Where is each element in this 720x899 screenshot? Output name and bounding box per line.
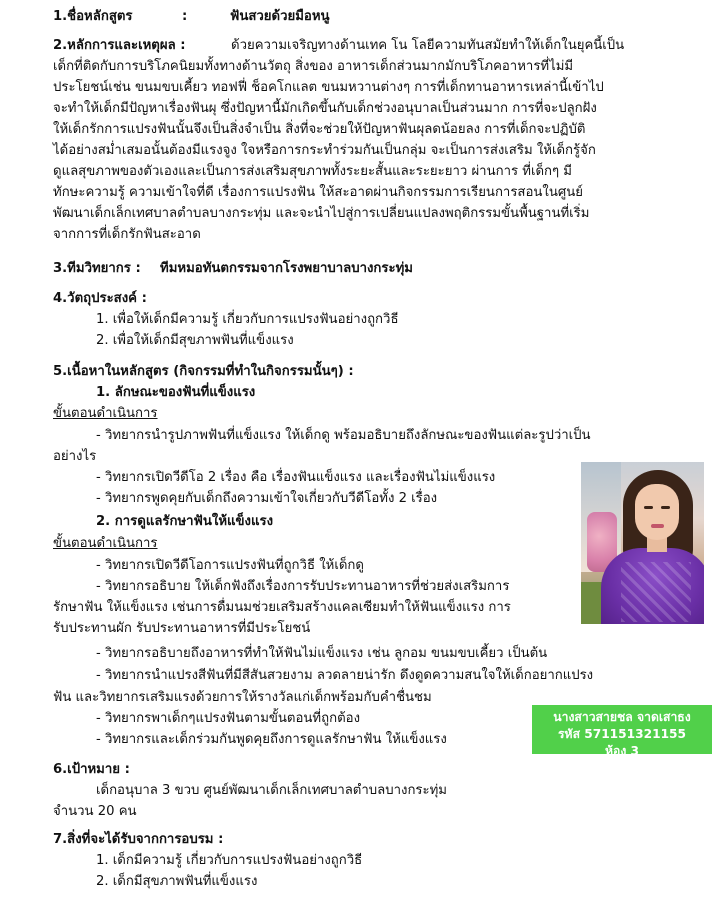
step-line: รับประทานผัก รับประทานอาหารที่มีประโยชน์ (53, 621, 311, 636)
step-line: - วิทยากรนำแปรงสีฟันที่มีสีสันสวยงาม ลวดลายน่ารัก ดึงดูดความสนใจให้เด็กอยากแปรง (96, 668, 594, 683)
step-line: - วิทยากรอธิบายถึงอาหารที่ทำให้ฟันไม่แข็งแรง เช่น ลูกอม ขนมขบเคี้ยว เป็นต้น (96, 646, 548, 661)
step-line: - วิทยากรเปิดวีดีโอการแปรงฟันที่ถูกวิธี ให้เด็กดู (96, 558, 364, 573)
content-topic-2: 2. การดูแลรักษาฟันให้แข็งแรง (96, 514, 274, 529)
target-line: เด็กอนุบาล 3 ขวบ ศูนย์พัฒนาเด็กเล็กเทศบาลตำบลบางกระทุ่ม (96, 783, 447, 798)
step-line: รักษาฟัน ให้แข็งแรง เช่นการดื่มนมช่วยเสริมสร้างแคลเซียมทำให้ฟันแข็งแรง การ (53, 600, 511, 615)
rationale-heading: 2.หลักการและเหตุผล : (53, 38, 186, 53)
rationale-line: ด้วยความเจริญทางด้านเทค โน โลยีความทันสมัยทำให้เด็กในยุคนี้เป็น (231, 38, 625, 53)
rationale-line: ให้เด็กรักการแปรงฟันนั้นจึงเป็นสิ่งจำเป็น สิ่งที่จะช่วยให้ปัญหาฟันผุลดน้อยลง การที่เด็กจะปฏิบัติ (53, 122, 586, 137)
course-title-colon: : (182, 9, 188, 24)
rationale-line: พัฒนาเด็กเล็กเทศบาลตำบลบางกระทุ่ม และจะนำไปสู่การเปลี่ยนแปลงพฤติกรรมขั้นพื้นฐานที่เริ่ม (53, 206, 590, 221)
objective-item: 1. เพื่อให้เด็กมีความรู้ เกี่ยวกับการแปรงฟันอย่างถูกวิธี (96, 312, 399, 327)
objective-item: 2. เพื่อให้เด็กมีสุขภาพฟันที่แข็งแรง (96, 333, 294, 348)
rationale-line: เด็กที่ติดกับการบริโภคนิยมทั้งทางด้านวัตถุ สิ่งของ อาหารเด็กส่วนมากมักบริโภคอาหารที่ไม่มี (53, 59, 574, 74)
speaker-value: ทีมหมอทันตกรรมจากโรงพยาบาลบางกระทุ่ม (160, 261, 413, 276)
step-line: - วิทยากรเปิดวีดีโอ 2 เรื่อง คือ เรื่องฟันแข็งแรง และเรื่องฟันไม่แข็งแรง (96, 470, 496, 485)
rationale-line: จากการที่เด็กรักฟันสะอาด (53, 227, 201, 242)
outcome-item: 1. เด็กมีความรู้ เกี่ยวกับการแปรงฟันอย่างถูกวิธี (96, 853, 363, 868)
objectives-heading: 4.วัตถุประสงค์ : (53, 291, 147, 306)
content-topic-1: 1. ลักษณะของฟันที่แข็งแรง (96, 385, 256, 400)
course-title-value: ฟันสวยด้วยมือหนู (230, 9, 330, 24)
rationale-line: จะทำให้เด็กมีปัญหาเรื่องฟันผุ ซึ่งปัญหานี้มักเกิดขึ้นกับเด็กช่วงอนุบาลเป็นส่วนมาก การที่จะปลูกฝัง (53, 101, 597, 116)
author-name: นางสาวสายชล จาดเสาธง (553, 710, 691, 724)
rationale-line: ดูแลสุขภาพของตัวเองและเป็นการส่งเสริมสุขภาพทั้งระยะสั้นและระยะยาว ผ่านการ ที่เด็กๆ มี (53, 164, 572, 179)
author-student-id: รหัส 571151321155 (557, 726, 687, 741)
step-line: - วิทยากรนำรูปภาพฟันที่แข็งแรง ให้เด็กดู พร้อมอธิบายถึงลักษณะของฟันแต่ละรูปว่าเป็น (96, 428, 591, 443)
author-photo (581, 462, 704, 624)
rationale-line: ทักษะความรู้ ความเข้าใจที่ดี เรื่องการแปรงฟัน ให้สะอาดผ่านกิจกรรมการเรียนการสอนในศูนย์ (53, 185, 583, 200)
rationale-line: ได้อย่างสม่ำเสมอนั้นต้องมีแรงจูง ใจหรือการกระทำร่วมกันเป็นกลุ่ม จะเป็นการส่งเสริม ให้เด็กรู้จัก (53, 143, 596, 158)
outcomes-heading: 7.สิ่งที่จะได้รับจากการอบรม : (53, 832, 224, 847)
author-name-box (532, 705, 712, 758)
author-room: ห้อง 3 (604, 743, 640, 758)
step-line: อย่างไร (53, 449, 97, 464)
step-line: - วิทยากรอธิบาย ให้เด็กฟังถึงเรื่องการรับประทานอาหารที่ช่วยส่งเสริมการ (96, 579, 510, 594)
rationale-line: ประโยชน์เช่น ขนมขบเคี้ยว ทอฟฟี่ ช็อคโกแลต ขนมหวานต่างๆ การที่เด็กทานอาหารเหล่านี้เข้าไป (53, 80, 604, 95)
step-line: - วิทยากรพาเด็กๆแปรงฟันตามขั้นตอนที่ถูกต้อง (96, 711, 361, 726)
step-line: - วิทยากรและเด็กร่วมกันพูดคุยถึงการดูแลรักษาฟัน ให้แข็งแรง (96, 732, 447, 747)
outcome-item: 2. เด็กมีสุขภาพฟันที่แข็งแรง (96, 874, 258, 889)
course-title-label: 1.ชื่อหลักสูตร (53, 9, 133, 24)
content-heading: 5.เนื้อหาในหลักสูตร (กิจกรรมที่ทำในกิจกรรมนั้นๆ) : (53, 364, 354, 379)
target-heading: 6.เป้าหมาย : (53, 762, 130, 777)
speaker-heading: 3.ทีมวิทยากร : (53, 261, 141, 276)
step-line: ฟัน และวิทยากรเสริมแรงด้วยการให้รางวัลแก่เด็กพร้อมกับคำชื่นชม (53, 690, 432, 705)
steps-label: ขั้นตอนดำเนินการ (53, 536, 158, 551)
step-line: - วิทยากรพูดคุยกับเด็กถึงความเข้าใจเกี่ยวกับวีดีโอทั้ง 2 เรื่อง (96, 491, 438, 506)
steps-label: ขั้นตอนดำเนินการ (53, 406, 158, 421)
target-line: จำนวน 20 คน (53, 804, 137, 819)
